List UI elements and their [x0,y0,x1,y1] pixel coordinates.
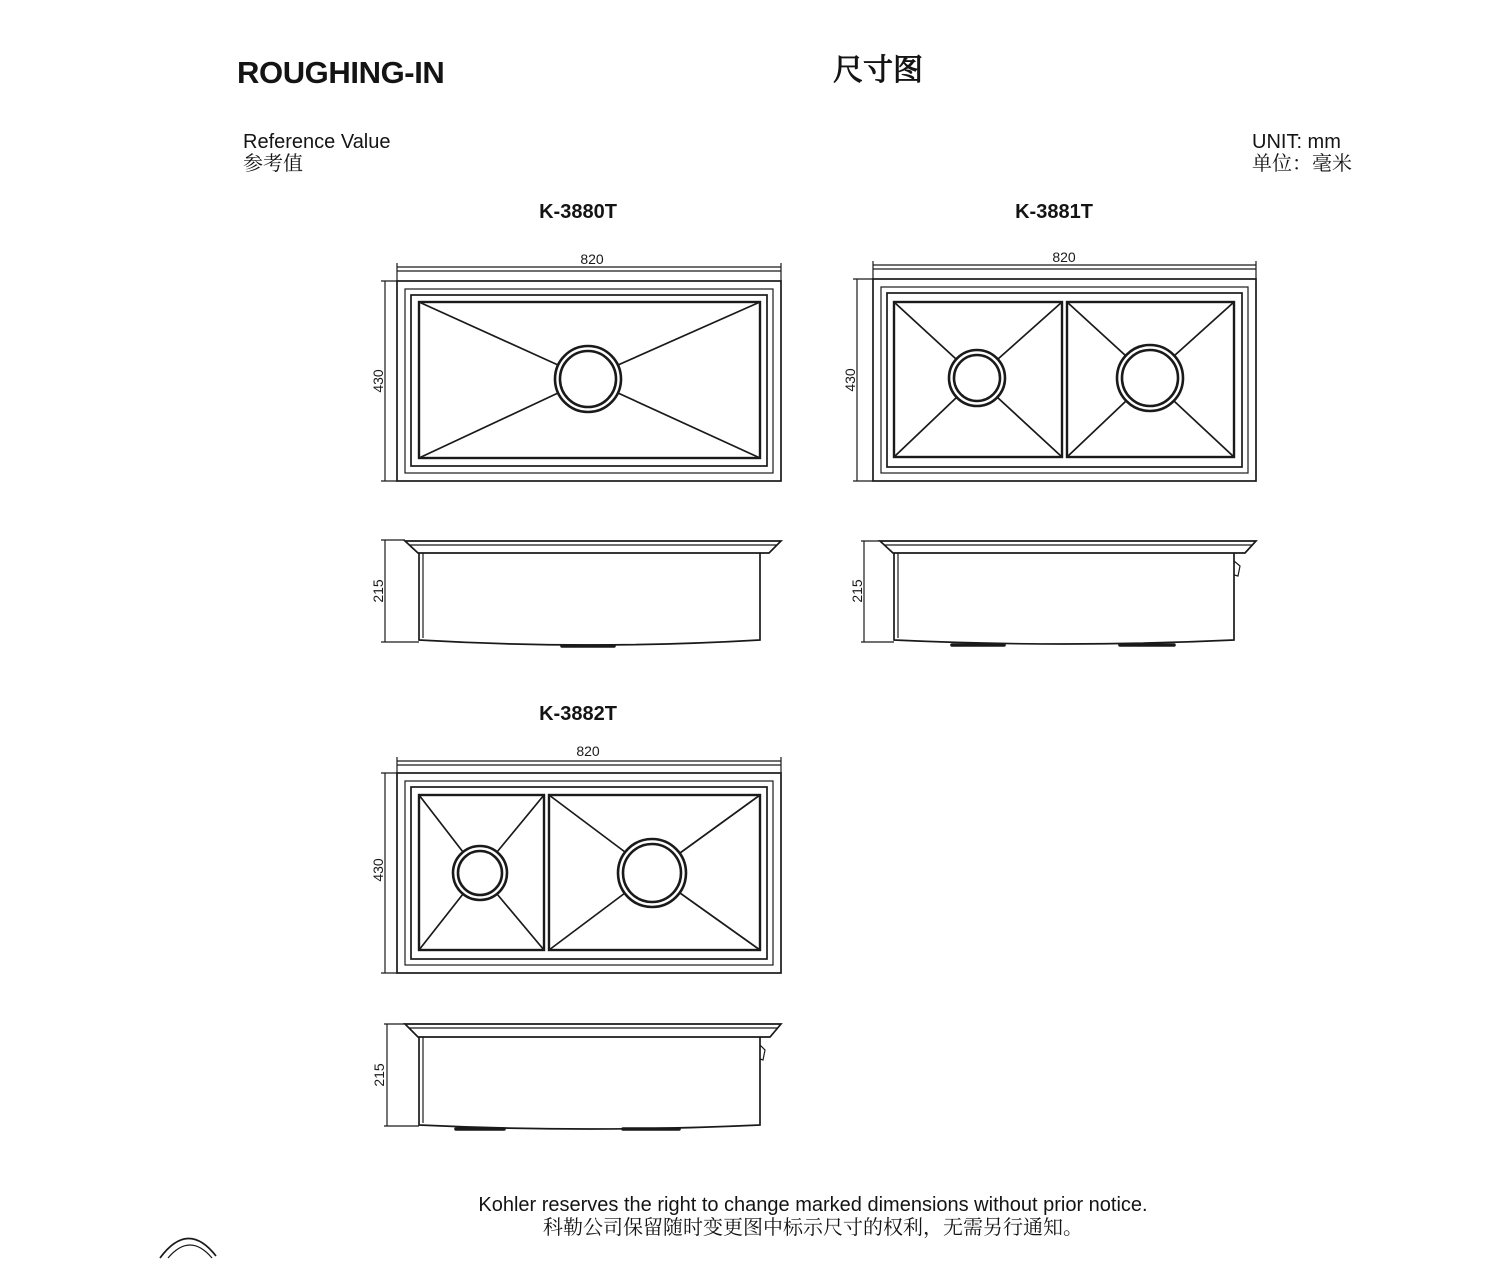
page-title: ROUGHING-IN [237,55,445,90]
right-drain-hole-inner [623,844,681,902]
bowl-profile [419,553,760,645]
width-dimension-value: 820 [1052,249,1076,265]
height-dimension-value: 215 [849,579,865,603]
disclaimer [413,1194,1213,1240]
model-label-k3881t: K-3881T [1015,201,1093,223]
height-dimension-line [861,541,894,642]
right-drain-hole-outer [1117,345,1183,411]
height-dimension-value: 215 [370,579,386,603]
unit-label-chinese: 单位：毫米 [1252,153,1352,175]
rim-inner-outline [405,289,773,473]
bowl-profile [894,553,1234,644]
reference-note [243,131,391,175]
disclaimer-text-chinese: 科勒公司保留随时变更图中标示尺寸的权利，无需另行通知。 [543,1217,1083,1239]
left-drain-hole-inner [954,355,1000,401]
page-title-chinese: 尺寸图 [833,54,923,87]
right-drain-hole-inner [1122,350,1178,406]
drain-hole-outer [555,346,621,412]
reference-label: Reference Value [243,131,391,153]
disclaimer-text: Kohler reserves the right to change marked dimensions without prior notice. [478,1194,1148,1216]
rim-outline [397,773,781,973]
bowl-profile [419,1037,760,1129]
k3881t-plan-view [842,249,1256,481]
right-drain-slope-lines [1067,302,1234,457]
width-dimension-value: 820 [580,251,604,267]
rim-inner-outline [881,287,1248,473]
width-dimension-value: 820 [576,743,600,759]
flange-outline [411,787,767,959]
depth-dimension-value: 430 [842,368,858,392]
height-dimension-line [381,540,419,642]
model-label-k3880t: K-3880T [539,201,617,223]
rim-inner-outline [405,781,773,965]
rim-profile [405,541,781,553]
k3882t-side-view [371,1024,781,1129]
left-drain-hole-outer [453,846,507,900]
drain-hole-inner [560,351,616,407]
reference-label-chinese: 参考值 [243,153,303,175]
rim-profile [405,1024,781,1037]
logo-inner-arc [168,1245,212,1258]
flange-outline [411,295,767,466]
left-drain-slope-lines [419,795,544,950]
height-dimension-line [384,1024,419,1126]
unit-label: UNIT: mm [1252,131,1341,153]
rim-outline [873,279,1256,481]
left-drain-slope-lines [894,302,1062,457]
mounting-clip [1234,561,1240,576]
width-dimension-line [397,757,781,773]
left-drain-hole-inner [458,851,502,895]
model-label-k3882t: K-3882T [539,703,617,725]
right-drain-hole-outer [618,839,686,907]
unit-note [1252,131,1352,175]
left-drain-hole-outer [949,350,1005,406]
right-drain-slope-lines [549,795,760,950]
k3880t-side-view [370,540,781,646]
logo-outer-arc [160,1238,216,1258]
rim-profile [880,541,1256,553]
flange-outline [887,293,1242,467]
k3882t-plan-view [370,743,781,973]
k3881t-side-view [849,541,1256,645]
depth-dimension-value: 430 [370,369,386,393]
depth-dimension-value: 430 [370,858,386,882]
drain-slope-lines [419,302,760,458]
rim-outline [397,281,781,481]
k3880t-plan-view [370,251,781,481]
logo-fragment [160,1238,216,1258]
height-dimension-value: 215 [371,1063,387,1087]
